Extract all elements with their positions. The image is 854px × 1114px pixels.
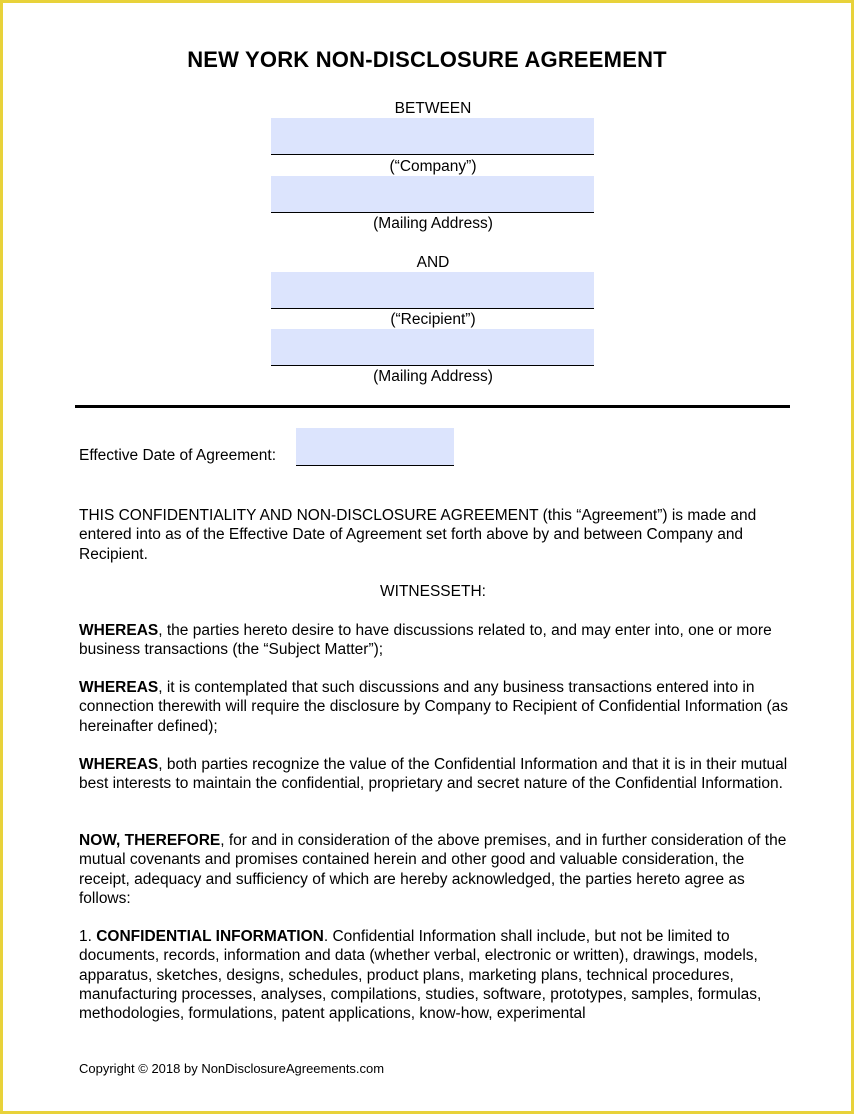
recipient-address-field[interactable] bbox=[271, 329, 594, 366]
whereas-paragraph-2 bbox=[79, 678, 794, 736]
document-title: NEW YORK NON-DISCLOSURE AGREEMENT bbox=[187, 47, 667, 72]
whereas-paragraph-3 bbox=[79, 755, 794, 794]
company-address-field[interactable] bbox=[271, 176, 594, 213]
whereas-lead: WHEREAS bbox=[79, 679, 159, 696]
whereas-text: , it is contemplated that such discussions and any business transactions entered into in connection therewith will require the disclosure by Company to Recipient of Confidential Information (as hereinafter defined); bbox=[79, 679, 789, 735]
now-therefore-paragraph bbox=[79, 831, 794, 908]
witnesseth-heading: WITNESSETH: bbox=[380, 583, 486, 600]
section-divider bbox=[75, 405, 790, 408]
whereas-lead: WHEREAS bbox=[79, 756, 159, 773]
effective-date-field[interactable] bbox=[296, 428, 454, 466]
recipient-label: (“Recipient”) bbox=[390, 311, 476, 328]
section-number: 1. bbox=[79, 928, 97, 945]
section-1-paragraph bbox=[79, 927, 794, 1023]
company-name-field[interactable] bbox=[271, 118, 594, 155]
intro-paragraph: THIS CONFIDENTIALITY AND NON-DISCLOSURE AGREEMENT (this “Agreement”) is made and entered into as of the Effective Date of Agreement set forth above by and between Company and Recipient. bbox=[79, 507, 757, 563]
effective-date-label: Effective Date of Agreement: bbox=[79, 447, 277, 464]
between-label: BETWEEN bbox=[394, 100, 472, 117]
recipient-name-field[interactable] bbox=[271, 272, 594, 309]
company-label: (“Company”) bbox=[389, 158, 477, 175]
now-therefore-lead: NOW, THEREFORE bbox=[79, 832, 221, 849]
section-text: . Confidential Information shall include, but not be limited to documents, records, information and data (whether verbal, electronic or written), drawings, models, apparatus, sketches, designs, schedules, product plans, marketing plans, technical procedures, manufacturing processes, analyses, compilations, studies, software, prototypes, samples, formulas, methodologies, formulations, patent applications, know-how, experimental bbox=[79, 928, 762, 1023]
whereas-lead: WHEREAS bbox=[79, 622, 159, 639]
now-therefore-text: , for and in consideration of the above premises, and in further consideration of the mutual covenants and promises contained herein and other good and valuable consideration, the receipt, adequacy and sufficiency of which are hereby acknowledged, the parties hereto agree as follows: bbox=[79, 832, 787, 907]
and-label: AND bbox=[416, 254, 450, 271]
effective-date-row bbox=[79, 428, 479, 468]
whereas-paragraph-1 bbox=[79, 621, 794, 660]
whereas-text: , the parties hereto desire to have discussions related to, and may enter into, one or more business transactions (the “Subject Matter”); bbox=[79, 622, 772, 659]
section-heading: CONFIDENTIAL INFORMATION bbox=[96, 928, 324, 945]
recipient-address-label: (Mailing Address) bbox=[373, 368, 493, 385]
company-address-label: (Mailing Address) bbox=[373, 215, 493, 232]
copyright-footer: Copyright © 2018 by NonDisclosureAgreements.com bbox=[79, 1061, 385, 1076]
whereas-text: , both parties recognize the value of the Confidential Information and that it is in their mutual best interests to maintain the confidential, proprietary and secret nature of the Confidential Information. bbox=[79, 756, 788, 793]
